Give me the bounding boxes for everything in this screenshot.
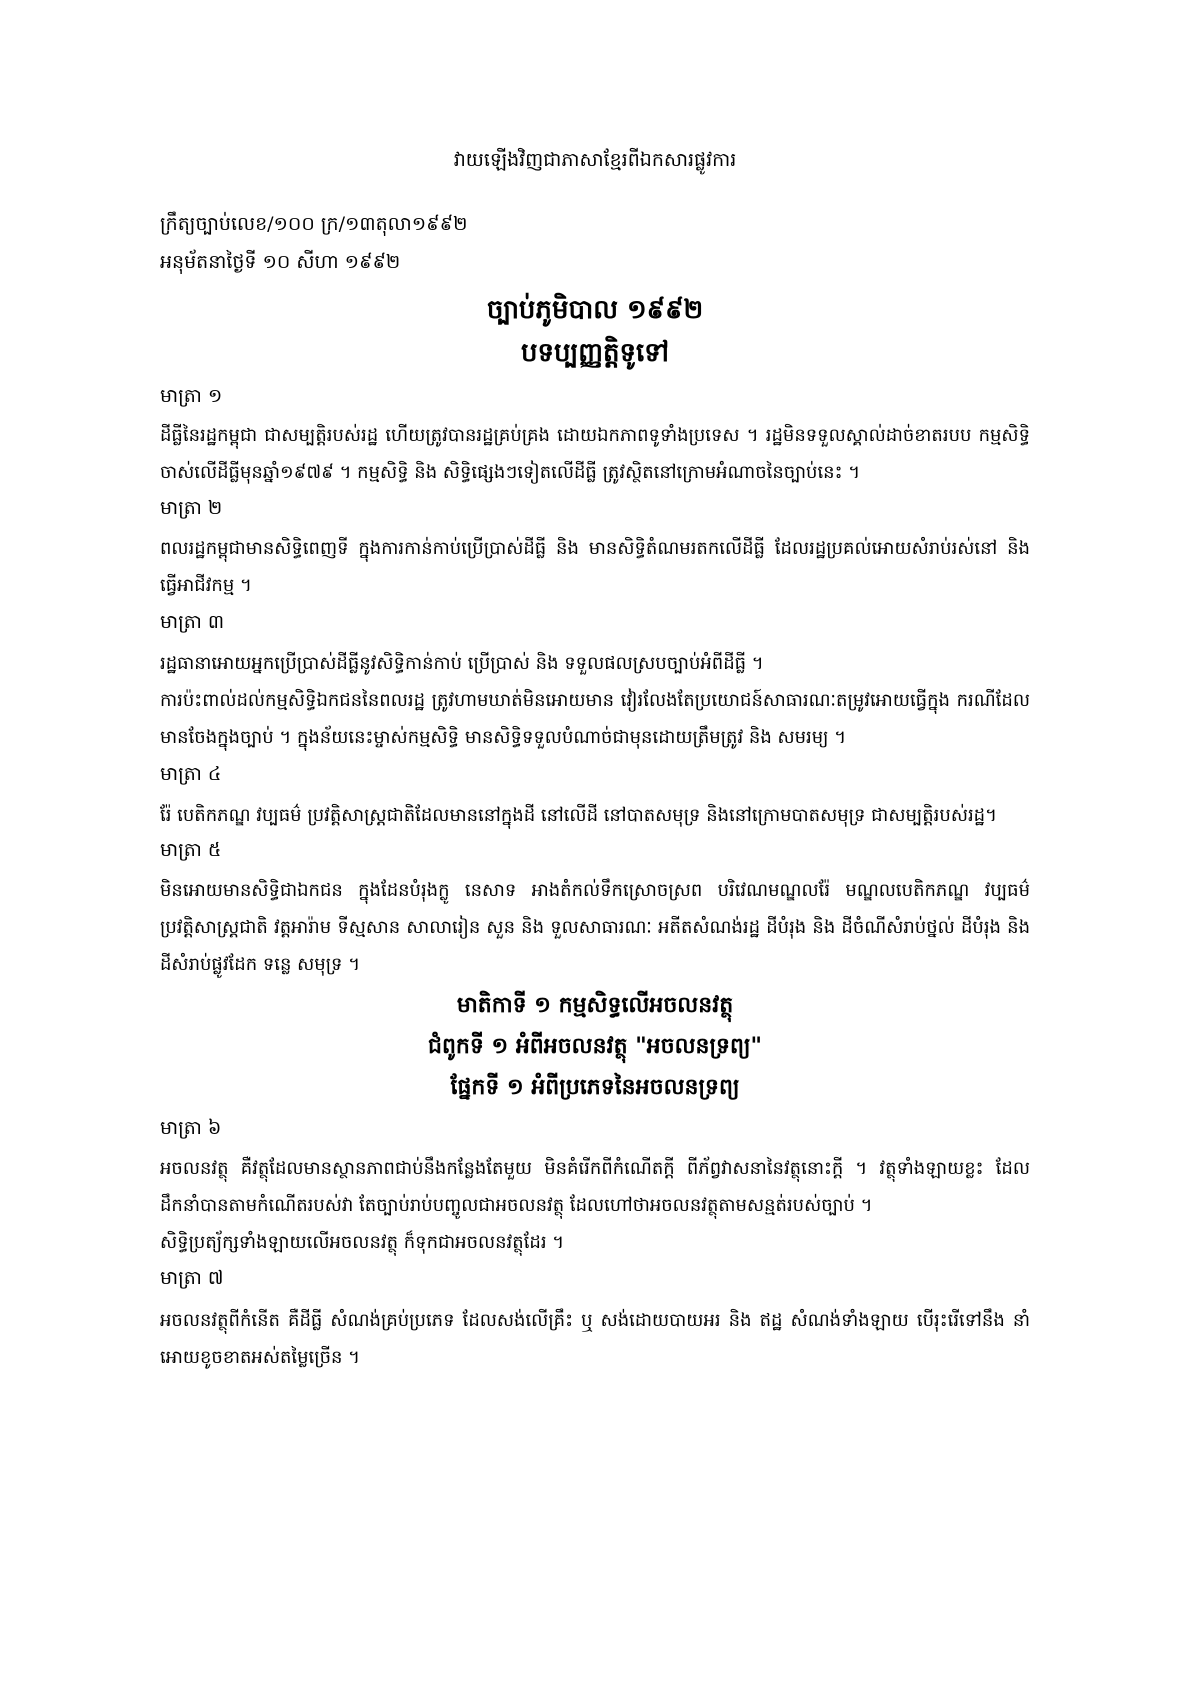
article-paragraph: រ៉ែ បេតិកភណ្ឌ វប្បធម៌ ប្រវត្តិសាស្ត្រជាតិដែលមាននៅក្នុងដី នៅលើដី នៅបាតសមុទ្រ និងនៅក្រោមបាតសមុទ្រ ជាសម្បត្តិរបស់រដ្ឋ។ <box>160 805 997 826</box>
header-note: វាយឡើងវិញជាភាសាខ្មែរពីឯកសារផ្លូវការ <box>453 149 737 171</box>
section-title: ជំពូកទី ១ អំពីអចលនវត្ថុ "អចលនទ្រព្យ" <box>427 1033 762 1059</box>
article-heading: មាត្រា ១ <box>160 385 223 407</box>
article-paragraph: អចលនវត្ថុពីកំនើត គឺដីធ្លី សំណង់គ្រប់ប្រភេទ ដែលសង់លើគ្រឹះ ឬ សង់ដោយបាយអរ និង ឥដ្ឋ សំណង់ទាំងឡាយ បើរុះរើទៅនឹង នាំអោយខូចខាតអស់តម្លៃច្រើន ។ <box>160 1310 1030 1368</box>
article-heading: មាត្រា ៦ <box>160 1117 222 1139</box>
article-heading: មាត្រា ៤ <box>160 763 222 785</box>
article-paragraph: ពលរដ្ឋកម្ពុជាមានសិទ្ធិពេញទី ក្នុងការកាន់កាប់ប្រើប្រាស់ដីធ្លី និង មានសិទ្ធិតំណមរតកលើដីធ្លី ដែលរដ្ឋប្រគល់អោយសំរាប់រស់នៅ និង ធ្វើអាជីវកម្ម ។ <box>160 538 1030 596</box>
article-paragraph: ដីធ្លីនៃរដ្ឋកម្ពុជា ជាសម្បត្តិរបស់រដ្ឋ ហើយត្រូវបានរដ្ឋគ្រប់គ្រង ដោយឯកភាពទូទាំងប្រទេស ។ រដ្ឋមិនទទួលស្គាល់ដាច់ខាតរបប កម្មសិទ្ធិចាស់លើដីធ្លីមុនឆ្នាំ១៩៧៩ ។ កម្មសិទ្ធិ និង សិទ្ធិផ្សេងៗទៀតលើដីធ្លី ត្រូវស្ថិតនៅក្រោមអំណាចនៃច្បាប់នេះ ។ <box>160 425 1030 483</box>
article-heading: មាត្រា ២ <box>160 497 223 519</box>
article-heading: មាត្រា ៣ <box>160 611 225 633</box>
article-paragraph: ការប៉ះពាល់ដល់កម្មសិទ្ធិឯកជននៃពលរដ្ឋ ត្រូវហាមឃាត់មិនអោយមាន វៀរលែងតែប្រយោជន៍សាធារណៈតម្រូវអោយធ្វើក្នុង ករណីដែលមានចែងក្នុងច្បាប់ ។ ក្នុងន័យនេះម្ចាស់កម្មសិទ្ធិ មានសិទ្ធិទទួលបំណាច់ជាមុនដោយត្រឹមត្រូវ និង សមរម្យ ។ <box>160 690 1030 748</box>
article-heading: មាត្រា ៥ <box>160 839 222 861</box>
part-title: ផ្នែកទី ១ អំពីប្រភេទនៃអចលនទ្រព្យ <box>450 1074 740 1100</box>
article-heading: មាត្រា ៧ <box>160 1267 224 1289</box>
decree-number: ក្រឹត្យច្បាប់លេខ/១០០ ក្រ/១៣តុលា១៩៩២ <box>160 213 468 235</box>
general-provisions-title: បទប្បញ្ញត្តិទូទៅ <box>520 338 670 368</box>
article-paragraph: អចលនវត្ថុ គឺវត្ថុដែលមានស្ថានភាពជាប់នឹងកន្លែងតែមួយ មិនគំរើកពីកំណើតក្តី ពីភ័ព្វវាសនានៃវត្ថុនោះក្តី ។ វត្ថុទាំងឡាយខ្លះ ដែលដឹកនាំបានតាមកំណើតរបស់វា តែច្បាប់រាប់បញ្ចូលជាអចលនវត្ថុ ដែលហៅថាអចលនវត្ថុតាមសន្មត់របស់ច្បាប់ ។ <box>160 1158 1030 1216</box>
decree-adopted-date: អនុម័តនាថ្ងៃទី ១០ សីហា ១៩៩២ <box>160 251 401 273</box>
article-paragraph: សិទ្ធិប្រត្យ័ក្សទាំងឡាយលើអចលនវត្ថុ ក៏ទុកជាអចលនវត្ថុដែរ ។ <box>160 1232 565 1253</box>
chapter-title: មាតិកាទី ១ កម្មសិទ្ធលើអចលនវត្ថុ <box>456 992 734 1018</box>
law-title: ច្បាប់ភូមិបាល ១៩៩២ <box>486 295 704 325</box>
article-paragraph: មិនអោយមានសិទ្ធិជាឯកជន ក្នុងដែនបំរុងក្លូ នេសាទ អាងតំកល់ទឹកស្រោចស្រព បរិវេណមណ្ឌលរ៉ែ មណ្ឌលបេតិកភណ្ឌ វប្បធម៌ ប្រវត្តិសាស្ត្រជាតិ វត្តអារ៉ាម ទីស្មសាន សាលារៀន សួន និង ទួលសាធារណៈ អតីតសំណង់រដ្ឋ ដីបំរុង និង ដីចំណីសំរាប់ថ្នល់ ដីបំរុង និង ដីសំរាប់ផ្លូវដែក ទន្លេ សមុទ្រ ។ <box>160 880 1030 975</box>
article-paragraph: រដ្ឋធានាអោយអ្នកប្រើប្រាស់ដីធ្លីនូវសិទ្ធិកាន់កាប់ ប្រើប្រាស់ និង ទទួលផលស្របច្បាប់អំពីដីធ្លី ។ <box>160 653 764 674</box>
